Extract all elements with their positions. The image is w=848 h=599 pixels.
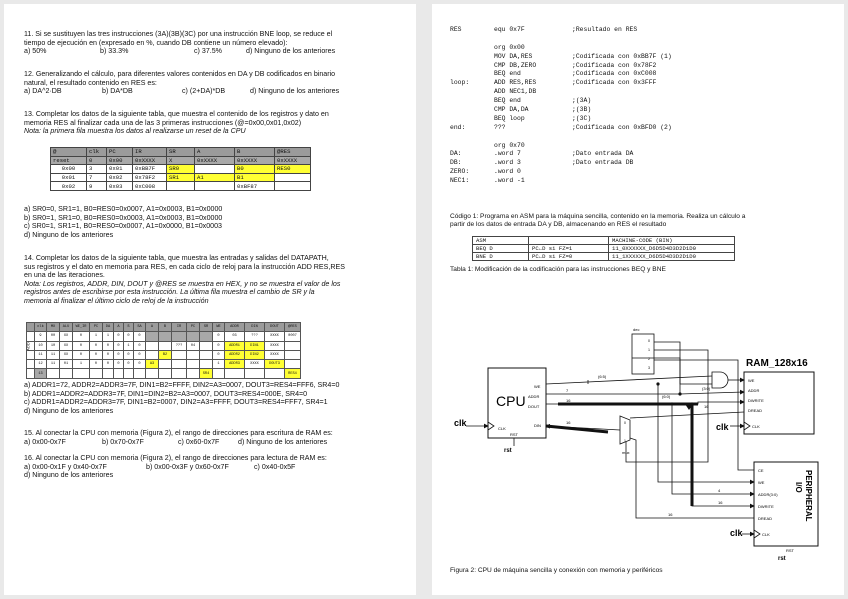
encoding-table-cell: 11_0XXXXXX_D6D5D4D3D2D1D0 (609, 245, 735, 253)
exam-page-right (432, 4, 844, 595)
datapath-table-cell: 11 (47, 350, 60, 359)
datapath-table-cell: 1 (213, 360, 225, 369)
code-line (450, 159, 712, 168)
registers-table-header: IR (133, 148, 167, 157)
datapath-table-header: clk (35, 323, 47, 332)
registers-table-header: PC (107, 148, 133, 157)
datapath-table-cell (285, 350, 301, 359)
svg-text:DOUT: DOUT (528, 404, 540, 409)
datapath-table-header: @RES (285, 323, 301, 332)
code-line (450, 35, 712, 44)
encoding-table-header: MACHINE-CODE (BIN) (609, 237, 735, 245)
datapath-table-cell: 01 (60, 360, 73, 369)
datapath-table-cell (200, 341, 213, 350)
code-line (450, 177, 712, 186)
datapath-table-cell (187, 332, 200, 341)
registers-table-row (51, 173, 311, 182)
datapath-table-cell (159, 341, 172, 350)
svg-text:(6:0): (6:0) (662, 394, 671, 399)
registers-table-header: clk (87, 148, 107, 157)
datapath-table-cell (187, 360, 200, 369)
datapath-table-cell: 0 (73, 332, 90, 341)
svg-text:4: 4 (718, 488, 721, 493)
datapath-table-header (27, 323, 35, 332)
code-label: DB: (450, 159, 462, 167)
datapath-table-header: A (114, 323, 124, 332)
datapath-table-cell: 0 (134, 350, 146, 359)
registers-table-cell: B0 (235, 165, 275, 174)
datapath-table-cell: 1 (90, 332, 103, 341)
registers-table-cell (167, 182, 195, 191)
code-line (450, 79, 712, 88)
cpu-memory-diagram (448, 322, 838, 562)
datapath-table-cell: 0 (114, 341, 124, 350)
datapath-table-header: ADDR (225, 323, 245, 332)
datapath-table-cell (187, 369, 200, 378)
datapath-table-cell: ??? (172, 341, 187, 350)
registers-table-cell: 0x01 (107, 165, 133, 174)
datapath-table-cell: 03 (225, 332, 245, 341)
code-comment: ;Dato entrada DB (572, 159, 634, 167)
datapath-table-cell: DIN1 (245, 341, 265, 350)
cpu-label: CPU (496, 393, 526, 409)
svg-text:DREAD: DREAD (758, 516, 773, 521)
registers-table-header: @ (51, 148, 87, 157)
question-16: 16. Al conectar la CPU con memoria (Figura 2), el rango de direcciones para lectura de RAM es: a) 0x00-0x1F y 0x40-0x7F b) 0x00-0x3F y 0x60-0x7F c) 0x40-0x5F d) Ninguno de los anteriores (24, 454, 327, 480)
code-label: DA: (450, 150, 462, 158)
svg-text:(6:5): (6:5) (598, 374, 607, 379)
code-instruction: .word 0 (494, 168, 521, 176)
datapath-table-cell: DIN2 (245, 350, 265, 359)
encoding-table-row (473, 245, 735, 253)
svg-text:3: 3 (648, 366, 650, 370)
datapath-table-cell (225, 369, 245, 378)
datapath-table-cell (172, 350, 187, 359)
datapath-table-cell (172, 369, 187, 378)
svg-text:7: 7 (566, 388, 569, 393)
datapath-table-cell: 0 (134, 332, 146, 341)
code-comment: ;(3B) (572, 106, 592, 114)
svg-text:WE: WE (758, 480, 765, 485)
svg-text:ADDR: ADDR (748, 388, 760, 393)
datapath-table-cell: 0 (90, 341, 103, 350)
code-line (450, 115, 712, 124)
datapath-table-cell (200, 350, 213, 359)
svg-text:WE: WE (534, 384, 541, 389)
datapath-table-cell: 0 (134, 341, 146, 350)
svg-text:16: 16 (704, 404, 709, 409)
add-side-label: ADD (25, 342, 31, 351)
datapath-table-cell: SR4 (200, 369, 213, 378)
svg-text:DIN: DIN (534, 423, 541, 428)
registers-table-cell: 9 (87, 182, 107, 191)
datapath-table-cell (200, 332, 213, 341)
decoder-block (632, 334, 654, 374)
datapath-table-cell: 1 (124, 341, 134, 350)
encoding-table-cell: BNE D (473, 253, 529, 261)
registers-table-cell (275, 182, 311, 191)
code-instruction: ADD RES,RES (494, 79, 537, 87)
registers-table-cell: 0xBF87 (235, 182, 275, 191)
question-14-options: a) ADDR1=72, ADDR2=ADDR3=7F, DIN1=B2=FFFF, DIN2=A3=0007, DOUT3=RES4=FFF6, SR4=0 b) ADDR1=ADDR2=ADDR3=7F, DIN1=DIN2=B2=A3=0007, DOUT3=RES4=000E, SR4=0 c) ADDR1=ADDR2=ADDR3=7F, DIN1=B2=0007, DIN2=A3=FFFF, DOUT3=RES4=FFF7, SR4=1 d) Ninguno de los anteriores (24, 381, 340, 415)
datapath-table-header: DA (103, 323, 114, 332)
datapath-table-cell: ADDR3 (225, 360, 245, 369)
code-line (450, 168, 712, 177)
registers-table-row (51, 156, 311, 165)
svg-text:16: 16 (668, 512, 673, 517)
code-comment: ;Resultado en RES (572, 26, 638, 33)
table-caption: Tabla 1: Modificación de la codificación para las instrucciones BEQ y BNE (450, 266, 666, 273)
exam-page-left (4, 4, 416, 595)
registers-table-cell: SR0 (167, 165, 195, 174)
datapath-table-cell: 9 (35, 332, 47, 341)
datapath-table-cell: 0 (114, 350, 124, 359)
code-line (450, 26, 712, 35)
datapath-table-cell (27, 369, 35, 378)
asm-program (450, 26, 712, 186)
datapath-table-cell: 10 (35, 341, 47, 350)
svg-text:mux: mux (622, 450, 630, 455)
svg-text:DWRITE: DWRITE (748, 398, 764, 403)
registers-table-cell: 0 (87, 156, 107, 165)
datapath-table-cell: 12 (35, 360, 47, 369)
datapath-table-cell (146, 341, 159, 350)
code-instruction: MOV DA,RES (494, 52, 533, 60)
io-label-2: PERIPHERAL (804, 470, 813, 522)
datapath-table-header: SR (200, 323, 213, 332)
datapath-table-cell (134, 369, 146, 378)
svg-text:1: 1 (624, 439, 626, 443)
code-label: RES (450, 26, 462, 33)
code-instruction: .word 7 (494, 150, 521, 158)
code-instruction: ADD NEC1,DB (494, 88, 537, 96)
datapath-table-cell: XXXX (245, 360, 265, 369)
code-comment: ;Codificada con 0xBFD0 (2) (572, 123, 672, 131)
svg-text:RST: RST (786, 548, 794, 553)
code-line (450, 53, 712, 62)
datapath-table-cell: B2 (159, 350, 172, 359)
question-15: 15. Al conectar la CPU con memoria (Figura 2), el rango de direcciones para escritura de RAM es: a) 0x00-0x7F b) 0x70-0x7F c) 0x60-0x7F d) Ninguno de los anteriores (24, 429, 333, 446)
svg-text:16: 16 (566, 398, 571, 403)
registers-table-cell: 0x01 (51, 173, 87, 182)
code-label: ZERO: (450, 168, 470, 176)
code-comment: ;Codificada con 0x78F2 (572, 61, 657, 69)
datapath-table-cell (285, 360, 301, 369)
registers-table-cell: 0xXXXX (275, 156, 311, 165)
datapath-table-cell (187, 350, 200, 359)
code-instruction: equ 0x7F (494, 26, 525, 33)
datapath-table-cell: 0 (213, 332, 225, 341)
datapath-table-cell: 04 (187, 341, 200, 350)
registers-table-cell (195, 182, 235, 191)
io-clk-label: clk (730, 528, 743, 538)
datapath-table-cell (159, 360, 172, 369)
datapath-table-header: B (159, 323, 172, 332)
code-comment: ;Codificada con 0x3FFF (572, 79, 657, 87)
code-instruction: .word 3 (494, 159, 521, 167)
branch-encoding-table (472, 236, 735, 261)
datapath-table-row (27, 369, 301, 378)
code-caption: Código 1: Programa en ASM para la máquina sencilla, contenido en la memoria. Realiza un cálculo a partir de los datos de entrada DA y DB, almacenando en RES el resultado (450, 213, 746, 228)
datapath-table-cell: DOUT3 (265, 360, 285, 369)
datapath-table-cell (172, 332, 187, 341)
datapath-table-row (27, 350, 301, 359)
io-rst-label: rst (778, 556, 786, 562)
datapath-table-header: DOUT (265, 323, 285, 332)
code-comment: ;Codificada con 0xC008 (572, 70, 657, 78)
code-line (450, 62, 712, 71)
datapath-table-cell (265, 369, 285, 378)
datapath-table-header: WE_IR (73, 323, 90, 332)
datapath-table-header: A (146, 323, 159, 332)
datapath-table-cell (159, 332, 172, 341)
svg-text:CE: CE (758, 468, 764, 473)
registers-table-cell: 0x00 (51, 165, 87, 174)
datapath-table-cell: 10 (47, 341, 60, 350)
datapath-table-header: DIN (245, 323, 265, 332)
code-comment: ;Dato entrada DA (572, 150, 634, 158)
registers-table-cell: 0xXXXX (195, 156, 235, 165)
question-14: 14. Completar los datos de la siguiente tabla, que muestra las entradas y salidas del DATAPATH, sus registros y el dato en memoria para RES, en cada ciclo de reloj para la instrucción ADD RES,RES en una de las iteraciones. Nota: Los registros, ADDR, DIN, DOUT y @RES se muestra en HEX, y no se muestra el valor de los registros antes de escribirse por esta instrucción. La última fila muestra el cambio de SR y la memoria al finalizar el último ciclo de reloj de la instrucción (24, 254, 345, 305)
datapath-table-cell: ADDR1 (225, 341, 245, 350)
datapath-table-cell: XX (60, 341, 73, 350)
svg-text:DREAD: DREAD (748, 408, 763, 413)
registers-table-cell: B1 (235, 173, 275, 182)
datapath-table-row (27, 341, 301, 350)
datapath-table-cell: ADDR2 (225, 350, 245, 359)
datapath-table-cell: 00 (47, 332, 60, 341)
datapath-table-cell (90, 369, 103, 378)
datapath-table-cell (124, 369, 134, 378)
datapath-table-cell: A3 (146, 360, 159, 369)
datapath-table-header: MX (47, 323, 60, 332)
datapath-table-cell: 0 (213, 350, 225, 359)
svg-text:ADDR: ADDR (528, 394, 540, 399)
code-line (450, 88, 712, 97)
io-label-1: I/O (794, 482, 803, 493)
svg-text:(3:0): (3:0) (702, 386, 711, 391)
code-label: loop: (450, 79, 470, 87)
figure-caption: Figura 2: CPU de máquina sencilla y conexión con memoria y periféricos (450, 567, 663, 574)
datapath-table-cell (103, 369, 114, 378)
datapath-table-cell (146, 350, 159, 359)
encoding-table-header (529, 237, 609, 245)
datapath-table-wrap (26, 322, 301, 379)
code-instruction: org 0x70 (494, 141, 525, 149)
code-instruction: CMP DB,ZERO (494, 61, 537, 69)
datapath-table-cell (27, 332, 35, 341)
datapath-table-cell: 1 (103, 332, 114, 341)
registers-table-cell: 0xC008 (133, 182, 167, 191)
datapath-table-header: PC (90, 323, 103, 332)
code-label: NEC1: (450, 177, 470, 185)
svg-text:16: 16 (718, 500, 723, 505)
datapath-table-cell: RES4 (285, 369, 301, 378)
encoding-table-cell: PC←D si FZ=0 (529, 253, 609, 261)
datapath-table-cell: XX (60, 332, 73, 341)
datapath-table-cell: 0 (90, 350, 103, 359)
svg-text:WE: WE (748, 378, 755, 383)
svg-text:dec: dec (633, 327, 640, 332)
code-line (450, 106, 712, 115)
datapath-table-cell (172, 360, 187, 369)
question-13-options: a) SR0=0, SR1=1, B0=RES0=0x0007, A1=0x0003, B1=0x0000 b) SR0=1, SR1=0, B0=RES0=0x0003, A1=0x0003, B1=0x0000 c) SR0=1, SR1=1, B0=RES0=0x0007, A1=0x0000, B1=0x0003 d) Ninguno de los anteriores (24, 205, 223, 239)
svg-text:CLK: CLK (498, 426, 506, 431)
datapath-table-cell (146, 369, 159, 378)
datapath-table-header: S (124, 323, 134, 332)
code-line (450, 97, 712, 106)
registers-table-cell: 0x02 (107, 173, 133, 182)
datapath-table-cell: 0007 (285, 332, 301, 341)
registers-table-cell: 0x02 (51, 182, 87, 191)
code-instruction: CMP DA,DA (494, 106, 529, 114)
registers-table-row (51, 182, 311, 191)
svg-text:ADDR(3:0): ADDR(3:0) (758, 492, 778, 497)
datapath-table-cell: 0 (124, 350, 134, 359)
question-12: 12. Generalizando el cálculo, para diferentes valores contenidos en DA y DB codificados en binario natural, el resultado contenido en RES es: a) DA^2·DB b) DA*DB c) (2+DA)*DB d) Ninguno de los anteriores (24, 70, 340, 96)
datapath-table-cell: 0 (124, 360, 134, 369)
question-11: 11. Si se sustituyen las tres instrucciones (3A)(3B)(3C) por una instrucción BNE loop, se reduce el tiempo de ejecución en (expresado en %, cuando DB contiene un número elevado): a) 50% b) 33.3% c) 37.5% d) Ninguno de los anteriores (24, 30, 336, 56)
registers-table-header: SR (167, 148, 195, 157)
datapath-table-cell: XXXX (265, 332, 285, 341)
registers-table-cell: 0xXXXX (133, 156, 167, 165)
svg-text:RST: RST (510, 432, 518, 437)
datapath-table-cell (47, 369, 60, 378)
code-line (450, 133, 712, 142)
datapath-table-cell: 11 (47, 360, 60, 369)
datapath-table-cell: XXXX (265, 341, 285, 350)
svg-text:16: 16 (566, 420, 571, 425)
datapath-table-cell: 0 (213, 341, 225, 350)
datapath-table-cell: 0 (114, 360, 124, 369)
svg-text:1: 1 (648, 348, 650, 352)
datapath-table-header: PC (187, 323, 200, 332)
datapath-table-cell: ??? (245, 332, 265, 341)
datapath-table-cell: 13 (35, 369, 47, 378)
datapath-table-cell (159, 369, 172, 378)
code-line (450, 124, 712, 133)
and-gate (712, 372, 728, 388)
registers-table-cell: 0x00 (107, 156, 133, 165)
encoding-table-cell: 11_1XXXXXX_D6D5D4D3D2D1D0 (609, 253, 735, 261)
datapath-table-cell: 0 (90, 360, 103, 369)
datapath-table-cell: 0 (103, 341, 114, 350)
datapath-table-row (27, 360, 301, 369)
datapath-table-cell: 0 (103, 350, 114, 359)
datapath-table-cell: 11 (35, 350, 47, 359)
registers-table-cell: 0xXXXX (235, 156, 275, 165)
code-instruction: BEQ loop (494, 114, 525, 122)
registers-table-cell: 0xBB7F (133, 165, 167, 174)
ram-label: RAM_128x16 (746, 358, 808, 369)
registers-table-cell: A1 (195, 173, 235, 182)
datapath-table-cell (285, 341, 301, 350)
datapath-table-cell (114, 369, 124, 378)
datapath-table-cell: 0 (73, 341, 90, 350)
datapath-table-cell (245, 369, 265, 378)
datapath-table-header: ALU (60, 323, 73, 332)
datapath-table-cell: 0 (103, 360, 114, 369)
datapath-table-cell (146, 332, 159, 341)
code-line (450, 142, 712, 151)
code-instruction: BEQ end (494, 97, 521, 105)
datapath-table (26, 322, 301, 379)
cpu-rst-label: rst (504, 448, 512, 454)
datapath-table-cell: 0 (124, 332, 134, 341)
datapath-table-cell: 0 (73, 350, 90, 359)
svg-text:CLK: CLK (752, 424, 760, 429)
encoding-table-row (473, 253, 735, 261)
registers-table-cell: 7 (87, 173, 107, 182)
registers-table-cell: 3 (87, 165, 107, 174)
registers-table-header: @RES (275, 148, 311, 157)
code-instruction: ??? (494, 123, 506, 131)
code-instruction: org 0x00 (494, 43, 525, 51)
code-comment: ;(3A) (572, 97, 592, 105)
datapath-table-header: SA (134, 323, 146, 332)
registers-table-cell: 0x03 (107, 182, 133, 191)
registers-table-cell: reset (51, 156, 87, 165)
code-comment: ;(3C) (572, 114, 592, 122)
datapath-table-cell (213, 369, 225, 378)
datapath-table-header: WE (213, 323, 225, 332)
encoding-table-header: ASM (473, 237, 529, 245)
datapath-table-cell: 0 (114, 332, 124, 341)
registers-table-header: B (235, 148, 275, 157)
svg-text:DWRITE: DWRITE (758, 504, 774, 509)
datapath-table-row (27, 332, 301, 341)
encoding-table-cell: BEQ D (473, 245, 529, 253)
code-line (450, 70, 712, 79)
registers-table-cell: RES0 (275, 165, 311, 174)
registers-table-cell: 0x78F2 (133, 173, 167, 182)
registers-table-cell: X (167, 156, 195, 165)
ram-clk-label: clk (716, 422, 729, 432)
cpu-clk-label: clk (454, 418, 467, 428)
code-label: end: (450, 123, 466, 131)
registers-table-cell (275, 173, 311, 182)
datapath-table-cell: 0 (134, 360, 146, 369)
svg-text:2: 2 (648, 357, 650, 361)
code-instruction: BEQ end (494, 70, 521, 78)
question-13: 13. Completar los datos de la siguiente tabla, que muestra el contenido de los registros y dato en memoria RES al finalizar cada una de las 3 primeras instrucciones (@=0x00,0x01,0x02) Nota: la primera fila muestra los datos al realizarse un reset de la CPU (24, 110, 329, 136)
datapath-table-cell: 1 (73, 360, 90, 369)
datapath-table-cell (200, 360, 213, 369)
datapath-table-cell: XX (60, 350, 73, 359)
datapath-table-cell (60, 369, 73, 378)
code-comment: ;Codificada con 0xBB7F (1) (572, 52, 672, 60)
svg-text:0: 0 (648, 339, 650, 343)
encoding-table-cell: PC←D si FZ=1 (529, 245, 609, 253)
registers-table-cell (195, 165, 235, 174)
datapath-table-cell (27, 360, 35, 369)
registers-table-cell: SR1 (167, 173, 195, 182)
svg-text:0: 0 (624, 421, 626, 425)
code-line (450, 44, 712, 53)
registers-table-row (51, 165, 311, 174)
svg-text:CLK: CLK (762, 532, 770, 537)
datapath-table-header: IR (172, 323, 187, 332)
datapath-table-cell: XXXX (265, 350, 285, 359)
code-line (450, 150, 712, 159)
datapath-table-cell (73, 369, 90, 378)
registers-table-header: A (195, 148, 235, 157)
datapath-table-cell (27, 350, 35, 359)
code-instruction: .word -1 (494, 177, 525, 185)
registers-table (50, 147, 311, 191)
